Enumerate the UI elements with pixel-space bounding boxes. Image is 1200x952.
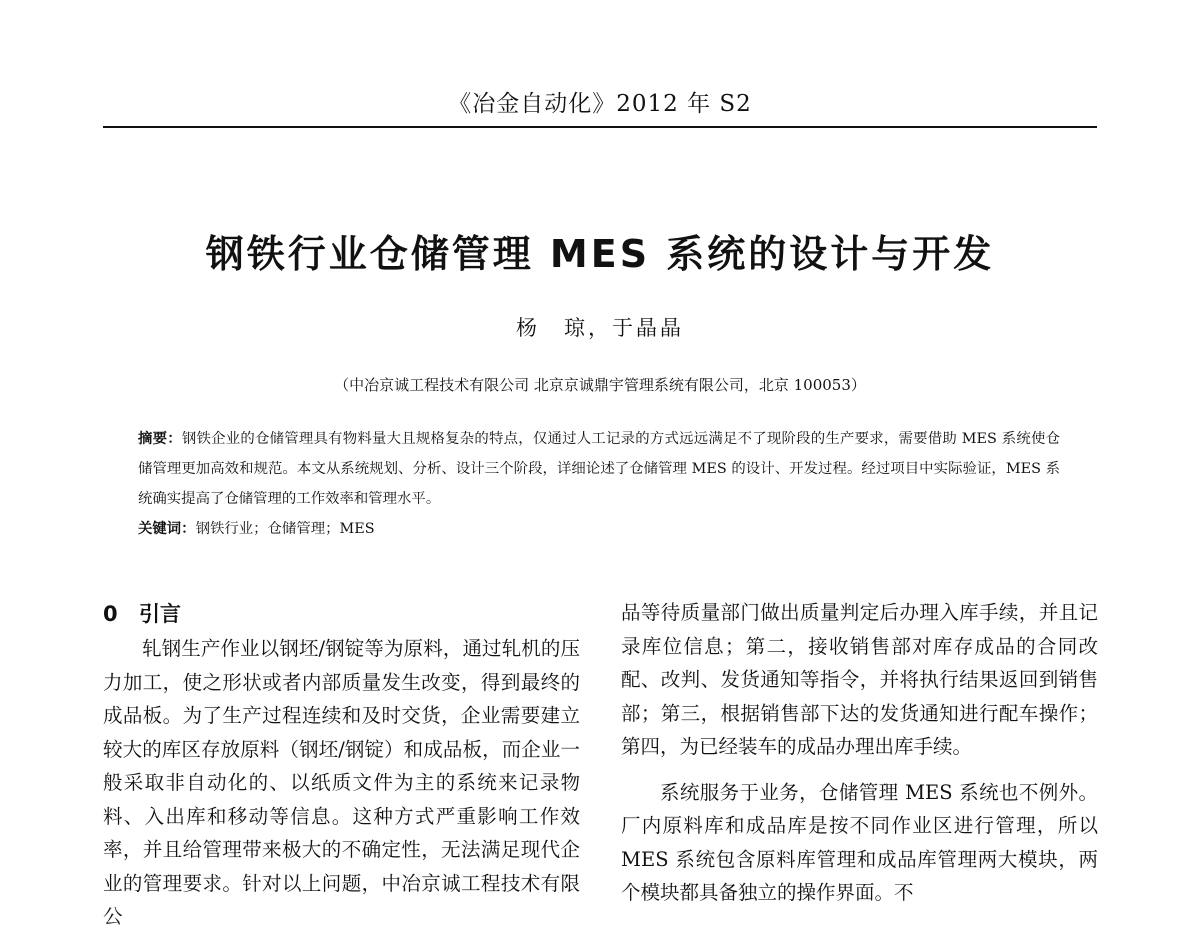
left-column bbox=[103, 596, 580, 934]
running-header: 《冶金自动化》2012 年 S2 bbox=[448, 91, 752, 117]
abstract-text: 钢铁企业的仓储管理具有物料量大且规格复杂的特点，仅通过人工记录的方式远远满足不了现阶段的生产要求，需要借助 MES 系统使仓储管理更加高效和规范。本文从系统规划、分析、设计三个阶段，详细论述了仓储管理 MES 的设计、开发过程。经过项目中实际验证，MES 系统确实提高了仓储管理的工作效率和管理水平。 bbox=[138, 431, 1060, 507]
section-number: 0 bbox=[103, 602, 118, 626]
section-heading bbox=[103, 596, 580, 632]
paper-affiliation: （中冶京诚工程技术有限公司 北京京诚鼎宇管理系统有限公司，北京 100053） bbox=[334, 376, 866, 394]
paper-title: 钢铁行业仓储管理 MES 系统的设计与开发 bbox=[205, 232, 995, 276]
abstract-block bbox=[138, 424, 1060, 544]
intro-paragraph: 轧钢生产作业以钢坯/钢锭等为原料，通过轧机的压力加工，使之形状或者内部质量发生改变，得到最终的成品板。为了生产过程连续和及时交货，企业需要建立较大的库区存放原料（钢坯/钢锭）和成品板，而企业一般采取非自动化的、以纸质文件为主的系统来记录物料、入出库和移动等信息。这种方式严重影响工作效率，并且给管理带来极大的不确定性，无法满足现代企业的管理要求。针对以上问题，中冶京诚工程技术有限公 bbox=[103, 637, 580, 928]
paper-authors: 杨 琼，于晶晶 bbox=[516, 316, 684, 340]
keywords bbox=[138, 514, 1060, 544]
header-rule bbox=[103, 126, 1097, 128]
system-paragraph: 系统服务于业务，仓储管理 MES 系统也不例外。厂内原料库和成品库是按不同作业区进行管理，所以 MES 系统包含原料库管理和成品库管理两大模块，两个模块都具备独立的操作界面。不 bbox=[621, 780, 1098, 904]
keywords-label: 关键词： bbox=[138, 521, 196, 537]
section-title: 引言 bbox=[139, 602, 181, 626]
paragraph-gap bbox=[621, 764, 1098, 776]
abstract bbox=[138, 424, 1060, 514]
right-column bbox=[621, 596, 1098, 910]
keywords-text: 钢铁行业；仓储管理；MES bbox=[195, 521, 375, 537]
continued-paragraph: 品等待质量部门做出质量判定后办理入库手续，并且记录库位信息；第二，接收销售部对库存成品的合同改配、改判、发货通知等指令，并将执行结果返回到销售部；第三，根据销售部下达的发货通知进行配车操作；第四，为已经装车的成品办理出库手续。 bbox=[621, 601, 1098, 758]
abstract-label: 摘要： bbox=[138, 431, 182, 447]
